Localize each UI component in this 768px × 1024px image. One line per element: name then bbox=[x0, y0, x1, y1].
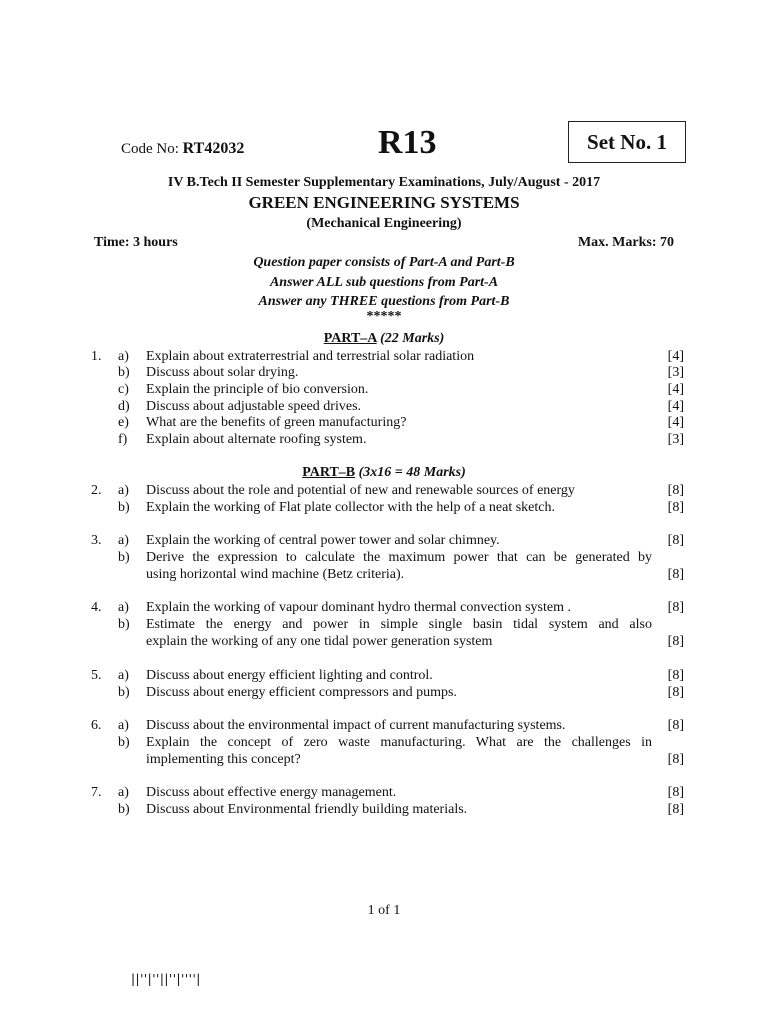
question-row bbox=[0, 500, 768, 517]
part-a-marks: (22 Marks) bbox=[380, 331, 445, 346]
question-row bbox=[0, 668, 768, 685]
sub-question-label: b) bbox=[118, 500, 130, 515]
part-a-heading bbox=[0, 331, 768, 347]
sub-question-label: b) bbox=[118, 365, 130, 380]
question-text: Derive the expression to calculate the maximum power that can be generated by bbox=[146, 550, 652, 565]
question-marks: [4] bbox=[667, 382, 684, 397]
question-row bbox=[0, 483, 768, 500]
question-text: Explain about extraterrestrial and terrestrial solar radiation bbox=[146, 349, 475, 364]
question-text: Discuss about the role and potential of new and renewable sources of energy bbox=[146, 483, 575, 498]
part-b-heading bbox=[0, 465, 768, 481]
part-a-name: PART–A bbox=[323, 331, 377, 346]
question-marks: [3] bbox=[667, 365, 684, 380]
question-marks: [8] bbox=[667, 500, 684, 515]
sub-question-label: b) bbox=[118, 802, 130, 817]
question-marks: [8] bbox=[667, 685, 684, 700]
question-row bbox=[0, 550, 768, 567]
question-text: Explain the working of vapour dominant hydro thermal convection system . bbox=[146, 600, 571, 615]
subject-title: GREEN ENGINEERING SYSTEMS bbox=[248, 193, 520, 212]
sub-question-label: a) bbox=[118, 785, 129, 800]
sub-question-label: a) bbox=[118, 718, 129, 733]
question-row-continued bbox=[0, 634, 768, 651]
question-row bbox=[0, 718, 768, 735]
question-text: Explain about alternate roofing system. bbox=[146, 432, 367, 447]
code-number bbox=[121, 140, 244, 158]
question-text: Discuss about Environmental friendly building materials. bbox=[146, 802, 468, 817]
page-number: 1 of 1 bbox=[367, 903, 401, 918]
question-row bbox=[0, 533, 768, 550]
sub-question-label: f) bbox=[118, 432, 128, 447]
barcode-text: ||''|''||''|''''| bbox=[131, 972, 201, 986]
question-row bbox=[0, 432, 768, 449]
sub-question-label: a) bbox=[118, 483, 129, 498]
question-row bbox=[0, 735, 768, 752]
question-text: implementing this concept? bbox=[146, 752, 301, 767]
question-marks: [4] bbox=[667, 399, 684, 414]
question-text: Discuss about effective energy management. bbox=[146, 785, 397, 800]
question-text: Discuss about adjustable speed drives. bbox=[146, 399, 362, 414]
question-marks: [4] bbox=[667, 415, 684, 430]
question-row-continued bbox=[0, 567, 768, 584]
sub-question-label: a) bbox=[118, 668, 129, 683]
question-number: 3. bbox=[91, 533, 102, 548]
part-b-marks: (3x16 = 48 Marks) bbox=[358, 465, 466, 480]
question-marks: [8] bbox=[667, 600, 684, 615]
question-row bbox=[0, 382, 768, 399]
sub-question-label: b) bbox=[118, 550, 130, 565]
question-marks: [8] bbox=[667, 483, 684, 498]
question-text: using horizontal wind machine (Betz criteria). bbox=[146, 567, 405, 582]
question-text: Discuss about the environmental impact of current manufacturing systems. bbox=[146, 718, 566, 733]
question-row bbox=[0, 349, 768, 366]
question-row bbox=[0, 617, 768, 634]
question-row bbox=[0, 415, 768, 432]
code-value: RT42032 bbox=[182, 140, 245, 157]
sub-question-label: b) bbox=[118, 735, 130, 750]
exam-duration: Time: 3 hours bbox=[94, 235, 178, 250]
question-row bbox=[0, 685, 768, 702]
question-number: 2. bbox=[91, 483, 102, 498]
question-text: Discuss about energy efficient compressors and pumps. bbox=[146, 685, 457, 700]
separator-stars: ***** bbox=[366, 309, 402, 324]
question-marks: [4] bbox=[667, 349, 684, 364]
question-row bbox=[0, 802, 768, 819]
question-marks: [8] bbox=[667, 718, 684, 733]
max-marks: Max. Marks: 70 bbox=[577, 235, 674, 250]
question-number: 7. bbox=[91, 785, 102, 800]
question-number: 1. bbox=[91, 349, 102, 364]
exam-title: IV B.Tech II Semester Supplementary Examinations, July/August - 2017 bbox=[167, 175, 601, 190]
code-label: Code No: bbox=[121, 141, 179, 157]
instruction-line: Answer ALL sub questions from Part-A bbox=[269, 275, 499, 290]
sub-question-label: c) bbox=[118, 382, 129, 397]
question-text: Discuss about solar drying. bbox=[146, 365, 299, 380]
question-marks: [8] bbox=[667, 802, 684, 817]
question-text: Estimate the energy and power in simple single basin tidal system and also bbox=[146, 617, 652, 632]
question-marks: [8] bbox=[667, 634, 684, 649]
question-marks: [3] bbox=[667, 432, 684, 447]
question-number: 5. bbox=[91, 668, 102, 683]
instruction-line: Answer any THREE questions from Part-B bbox=[258, 294, 510, 309]
sub-question-label: b) bbox=[118, 617, 130, 632]
question-text: Explain the principle of bio conversion. bbox=[146, 382, 369, 397]
question-text: Explain the working of Flat plate collector with the help of a neat sketch. bbox=[146, 500, 555, 515]
sub-question-label: e) bbox=[118, 415, 129, 430]
sub-question-label: a) bbox=[118, 533, 129, 548]
question-marks: [8] bbox=[667, 533, 684, 548]
regulation-label: R13 bbox=[378, 124, 437, 161]
question-number: 6. bbox=[91, 718, 102, 733]
question-marks: [8] bbox=[667, 567, 684, 582]
question-text: What are the benefits of green manufacturing? bbox=[146, 415, 407, 430]
question-text: Explain the working of central power tower and solar chimney. bbox=[146, 533, 500, 548]
branch-name: (Mechanical Engineering) bbox=[306, 216, 462, 231]
question-row bbox=[0, 399, 768, 416]
question-text: Discuss about energy efficient lighting and control. bbox=[146, 668, 433, 683]
question-text: explain the working of any one tidal power generation system bbox=[146, 634, 493, 649]
question-marks: [8] bbox=[667, 668, 684, 683]
question-row bbox=[0, 600, 768, 617]
question-row bbox=[0, 365, 768, 382]
question-row bbox=[0, 785, 768, 802]
instruction-line: Question paper consists of Part-A and Part-B bbox=[253, 255, 515, 270]
set-number-box: Set No. 1 bbox=[568, 121, 686, 163]
question-number: 4. bbox=[91, 600, 102, 615]
sub-question-label: b) bbox=[118, 685, 130, 700]
question-marks: [8] bbox=[667, 752, 684, 767]
sub-question-label: a) bbox=[118, 349, 129, 364]
sub-question-label: d) bbox=[118, 399, 130, 414]
question-row-continued bbox=[0, 752, 768, 769]
sub-question-label: a) bbox=[118, 600, 129, 615]
question-text: Explain the concept of zero waste manufacturing. What are the challenges in bbox=[146, 735, 652, 750]
question-marks: [8] bbox=[667, 785, 684, 800]
part-b-name: PART–B bbox=[302, 465, 356, 480]
